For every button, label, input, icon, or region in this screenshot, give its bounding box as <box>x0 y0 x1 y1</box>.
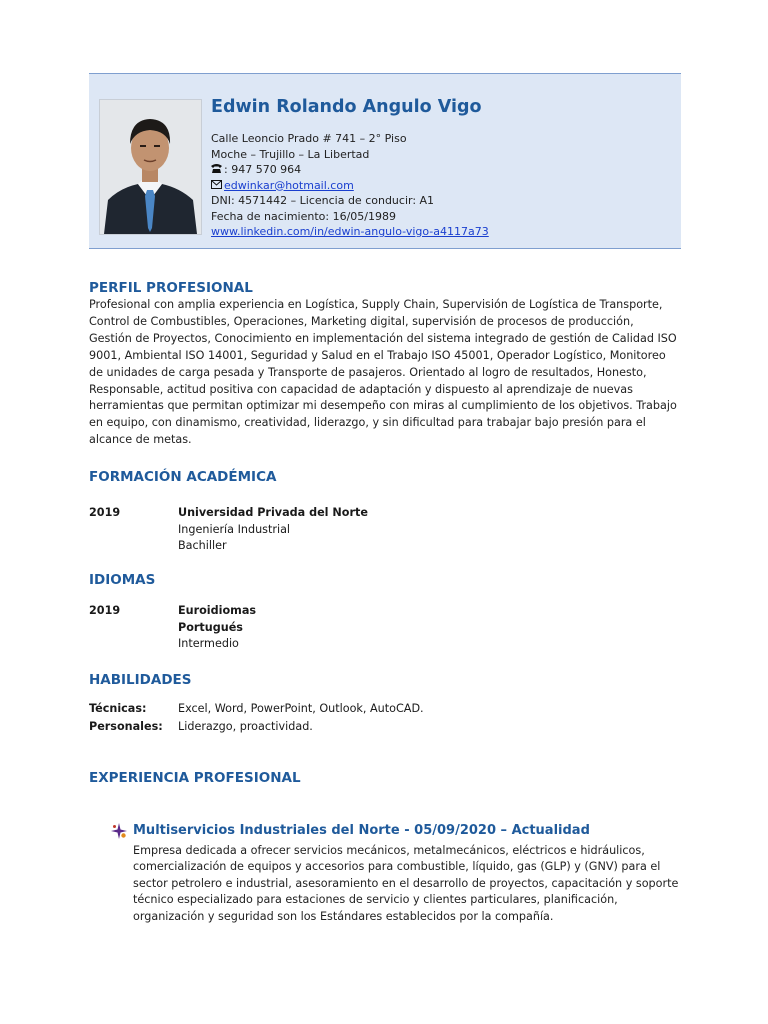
idiomas-year: 2019 <box>89 604 121 617</box>
skills-personales-value: Liderazgo, proactividad. <box>178 720 313 733</box>
birth-date-line: Fecha de nacimiento: 16/05/1989 <box>211 209 396 223</box>
formacion-institution: Universidad Privada del Norte <box>178 506 368 519</box>
section-title-perfil: PERFIL PROFESIONAL <box>89 280 253 296</box>
address-line-2: Moche – Trujillo – La Libertad <box>211 147 370 161</box>
dni-line: DNI: 4571442 – Licencia de conducir: A1 <box>211 194 435 207</box>
email-line <box>211 178 489 194</box>
bullet-star-icon <box>111 823 127 839</box>
idiomas-institution: Euroidiomas <box>178 604 257 617</box>
idiomas-language: Portugués <box>178 620 243 634</box>
formacion-degree: Bachiller <box>178 539 227 552</box>
section-title-formacion: FORMACIÓN ACADÉMICA <box>89 469 277 485</box>
email-icon <box>211 178 224 194</box>
address-line-1: Calle Leoncio Prado # 741 – 2° Piso <box>211 132 407 145</box>
candidate-name: Edwin Rolando Angulo Vigo <box>211 97 482 117</box>
email-link[interactable]: edwinkar@hotmail.com <box>224 178 354 192</box>
formacion-year: 2019 <box>89 506 121 519</box>
section-title-habilidades: HABILIDADES <box>89 672 192 688</box>
formacion-career: Ingeniería Industrial <box>178 522 291 536</box>
section-title-idiomas: IDIOMAS <box>89 572 156 588</box>
profile-photo <box>99 99 202 235</box>
skills-tecnicas-label: Técnicas: <box>89 702 147 715</box>
phone-icon <box>211 162 224 178</box>
header-panel <box>89 73 681 249</box>
idiomas-level: Intermedio <box>178 637 239 650</box>
skills-tecnicas-value: Excel, Word, PowerPoint, Outlook, AutoCAD. <box>178 702 424 715</box>
linkedin-line <box>211 224 489 240</box>
phone-line <box>211 162 489 178</box>
phone-number: : 947 570 964 <box>224 163 302 176</box>
experience-job-description: Empresa dedicada a ofrecer servicios mecánicos, metalmecánicos, eléctricos e hidráulicos, comercialización de equipos y accesorios para combustible, líquido, gas (GLP) y (GNV) para el sector petrolero e industrial, asesoramiento en el desarrollo de proyectos, capacitación y soporte técnico especializado para estaciones de servicio y clientes particulares, planificación, organización y seguridad son los Estándares establecidos por la compañía. <box>133 844 679 923</box>
perfil-text: Profesional con amplia experiencia en Logística, Supply Chain, Supervisión de Logística de Transporte, Control de Combustibles, Operaciones, Marketing digital, supervisión de procesos de producción, Gestión de Proyectos, Conocimiento en implementación del sistema integrado de gestión de Calidad ISO 9001, Ambiental ISO 14001, Seguridad y Salud en el Trabajo ISO 45001, Operador Logístico, Monitoreo de unidades de carga pesada y Transporte de pasajeros. Orientado al logro de resultados, Honesto, Responsable, actitud positiva con capacidad de adaptación y dispuesto al aprendizaje de nuevas herramientas que permitan optimizar mi desempeño con miras al cumplimiento de los objetivos. Trabajo en equipo, con dinamismo, creatividad, liderazgo, y sin dificultad para trabajar bajo presión para el alcance de metas. <box>89 298 677 447</box>
contact-block <box>211 131 489 240</box>
section-title-experiencia: EXPERIENCIA PROFESIONAL <box>89 770 301 786</box>
linkedin-link[interactable]: www.linkedin.com/in/edwin-angulo-vigo-a4117a73 <box>211 225 489 238</box>
skills-personales-label: Personales: <box>89 720 163 733</box>
experience-job-title: Multiservicios Industriales del Norte - 05/09/2020 – Actualidad <box>133 823 590 838</box>
